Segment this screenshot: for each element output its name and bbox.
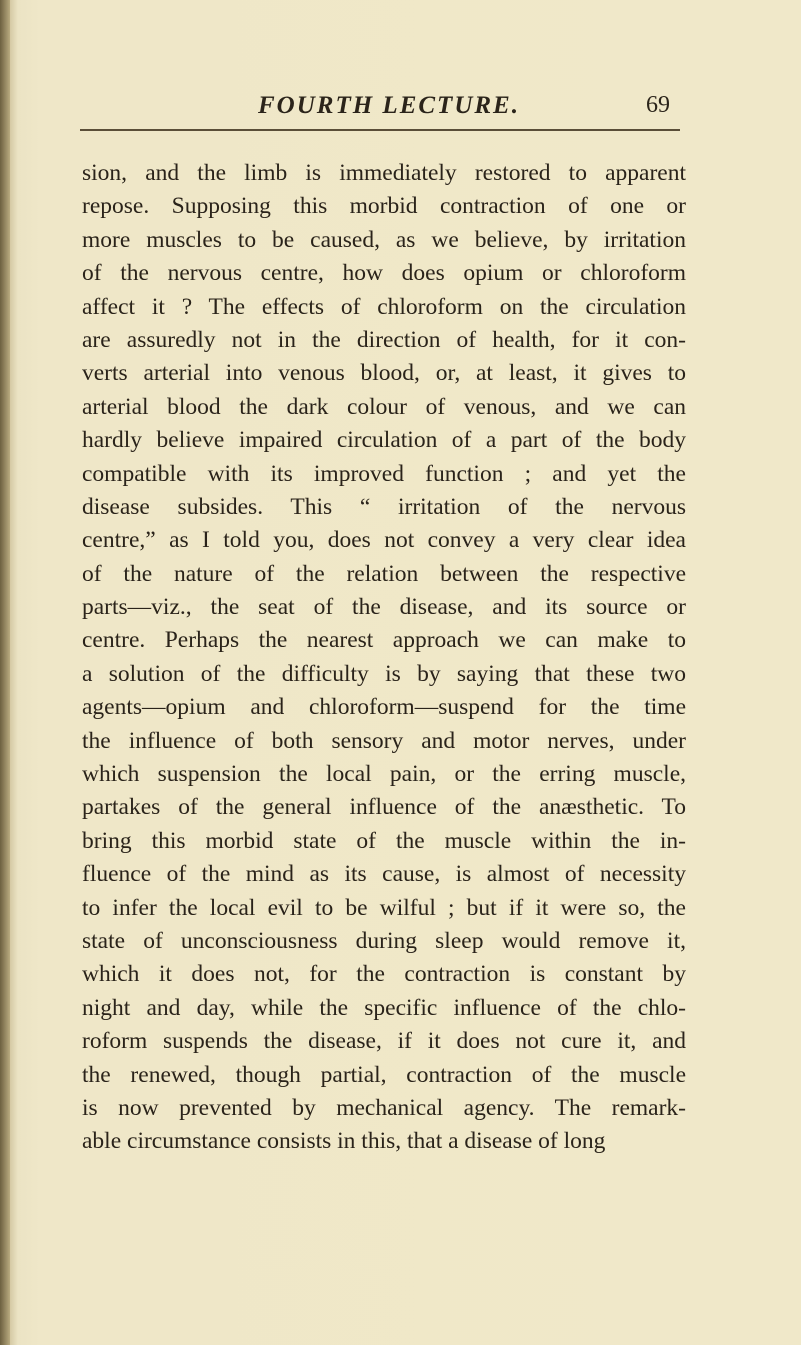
text-line: parts—viz., the seat of the disease, and its source or (82, 594, 686, 621)
page-header (0, 92, 801, 128)
text-line: repose. Supposing this morbid contraction of one or (82, 193, 686, 220)
text-line: compatible with its improved function ; and yet the (82, 460, 686, 487)
text-line: affect it ? The effects of chloroform on the circulation (82, 293, 686, 320)
text-line: to infer the local evil to be wilful ; but if it were so, the (82, 894, 686, 921)
text-line: the renewed, though partial, contraction of the muscle (82, 1061, 686, 1088)
text-line: centre,” as I told you, does not convey a very clear idea (82, 527, 686, 554)
text-line: verts arterial into venous blood, or, at least, it gives to (82, 360, 686, 387)
text-line: the influence of both sensory and motor nerves, under (82, 727, 686, 754)
text-line: which suspension the local pain, or the erring muscle, (82, 761, 686, 788)
text-line: centre. Perhaps the nearest approach we can make to (82, 627, 686, 654)
text-line: partakes of the general influence of the anæsthetic. To (82, 794, 686, 821)
page-number: 69 (646, 92, 670, 118)
text-line: arterial blood the dark colour of venous, and we can (82, 393, 686, 420)
text-line: agents—opium and chloroform—suspend for the time (82, 694, 686, 721)
text-line: which it does not, for the contraction is constant by (82, 961, 686, 988)
text-line: more muscles to be caused, as we believe, by irritation (82, 226, 686, 253)
text-line: a solution of the difficulty is by saying that these two (82, 660, 686, 687)
header-rule (80, 129, 680, 131)
text-line: night and day, while the specific influence of the chlo- (82, 994, 686, 1021)
running-title: FOURTH LECTURE. (258, 92, 520, 119)
text-line: disease subsides. This “ irritation of the nervous (82, 493, 686, 520)
text-line: of the nervous centre, how does opium or chloroform (82, 260, 686, 287)
text-line: able circumstance consists in this, that a disease of long (82, 1128, 606, 1155)
text-line: is now prevented by mechanical agency. The remark- (82, 1094, 686, 1121)
text-line: roform suspends the disease, if it does not cure it, and (82, 1028, 686, 1055)
text-line: of the nature of the relation between the respective (82, 560, 686, 587)
text-line: sion, and the limb is immediately restored to apparent (82, 160, 686, 186)
text-line: are assuredly not in the direction of health, for it con- (82, 326, 686, 353)
text-line: hardly believe impaired circulation of a part of the body (82, 427, 686, 454)
text-line: state of unconsciousness during sleep would remove it, (82, 927, 686, 954)
text-line: fluence of the mind as its cause, is almost of necessity (82, 861, 686, 888)
text-line: bring this morbid state of the muscle within the in- (82, 827, 686, 854)
binding-edge (0, 0, 10, 1345)
body-text (82, 157, 686, 1159)
